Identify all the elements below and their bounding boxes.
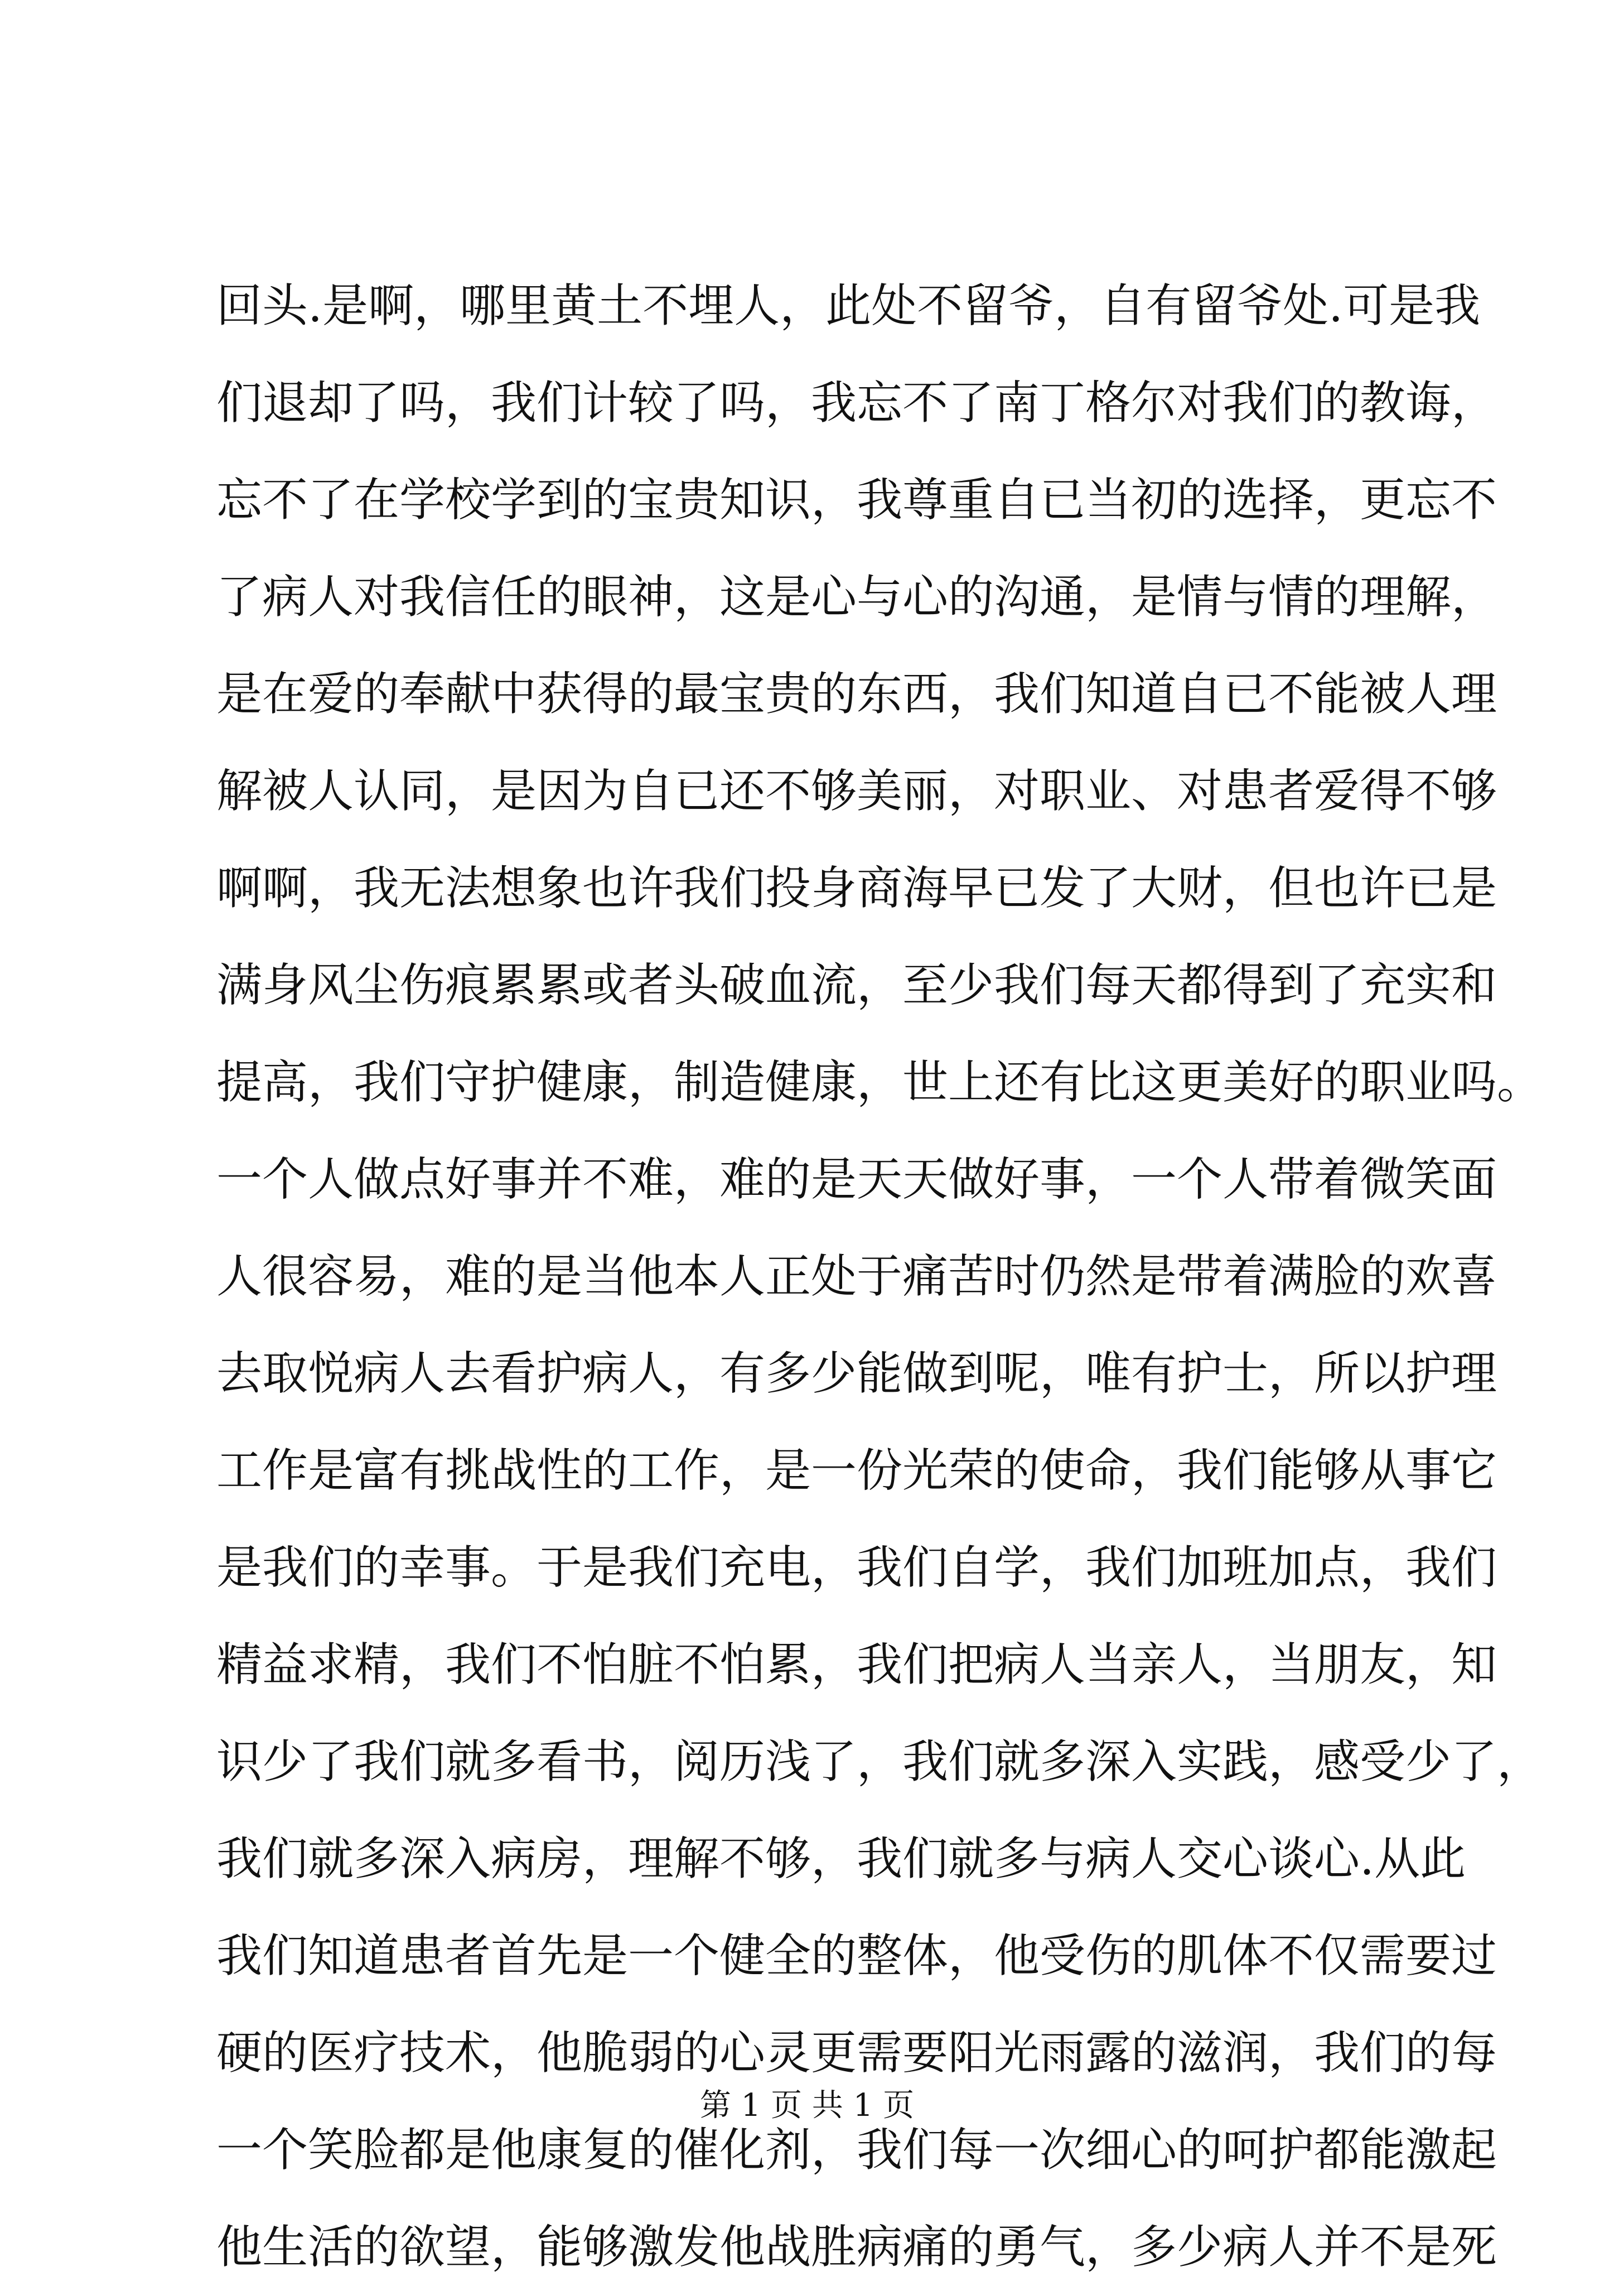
text-line: 人很容易，难的是当他本人正处于痛苦时仍然是带着满脸的欢喜 [216,1250,1497,1303]
text-line: 我们就多深入病房，理解不够，我们就多与病人交心谈心.从此 [216,1832,1466,1885]
text-line: 忘不了在学校学到的宝贵知识，我尊重自已当初的选择，更忘不 [216,474,1497,527]
text-line: 啊啊，我无法想象也许我们投身商海早已发了大财，但也许已是 [216,862,1497,915]
body-text [216,258,1543,2296]
text-line: 提高，我们守护健康，制造健康，世上还有比这更美好的职业吗。 [216,1056,1543,1109]
text-line: 工作是富有挑战性的工作，是一份光荣的使命，我们能够从事它 [216,1444,1497,1497]
text-line: 去取悦病人去看护病人，有多少能做到呢，唯有护士，所以护理 [216,1347,1497,1400]
text-line: 一个笑脸都是他康复的催化剂，我们每一次细心的呵护都能激起 [216,2124,1497,2177]
page-footer [0,2083,1614,2128]
text-line: 了病人对我信任的眼神，这是心与心的沟通，是情与情的理解， [216,571,1497,624]
text-line: 识少了我们就多看书，阅历浅了，我们就多深入实践，感受少了， [216,1735,1543,1788]
page-number-label: 第 1 页 共 1 页 [699,2087,915,2124]
text-line: 满身风尘伤痕累累或者头破血流，至少我们每天都得到了充实和 [216,959,1497,1012]
text-line: 是我们的幸事。于是我们充电，我们自学，我们加班加点，我们 [216,1541,1497,1594]
text-line: 是在爱的奉献中获得的最宝贵的东西，我们知道自已不能被人理 [216,668,1497,721]
text-line: 们退却了吗，我们计较了吗，我忘不了南丁格尔对我们的教诲， [216,377,1497,430]
text-line: 他生活的欲望，能够激发他战胜病痛的勇气，多少病人并不是死 [216,2221,1497,2274]
text-line: 一个人做点好事并不难，难的是天天做好事，一个人带着微笑面 [216,1153,1497,1206]
text-line: 回头.是啊，哪里黄土不埋人，此处不留爷，自有留爷处.可是我 [216,279,1481,332]
text-line: 解被人认同，是因为自已还不够美丽，对职业、对患者爱得不够 [216,765,1497,818]
text-line: 我们知道患者首先是一个健全的整体，他受伤的肌体不仅需要过 [216,1930,1497,1983]
text-line: 精益求精，我们不怕脏不怕累，我们把病人当亲人，当朋友，知 [216,1638,1497,1691]
text-line: 硬的医疗技术，他脆弱的心灵更需要阳光雨露的滋润，我们的每 [216,2027,1497,2080]
